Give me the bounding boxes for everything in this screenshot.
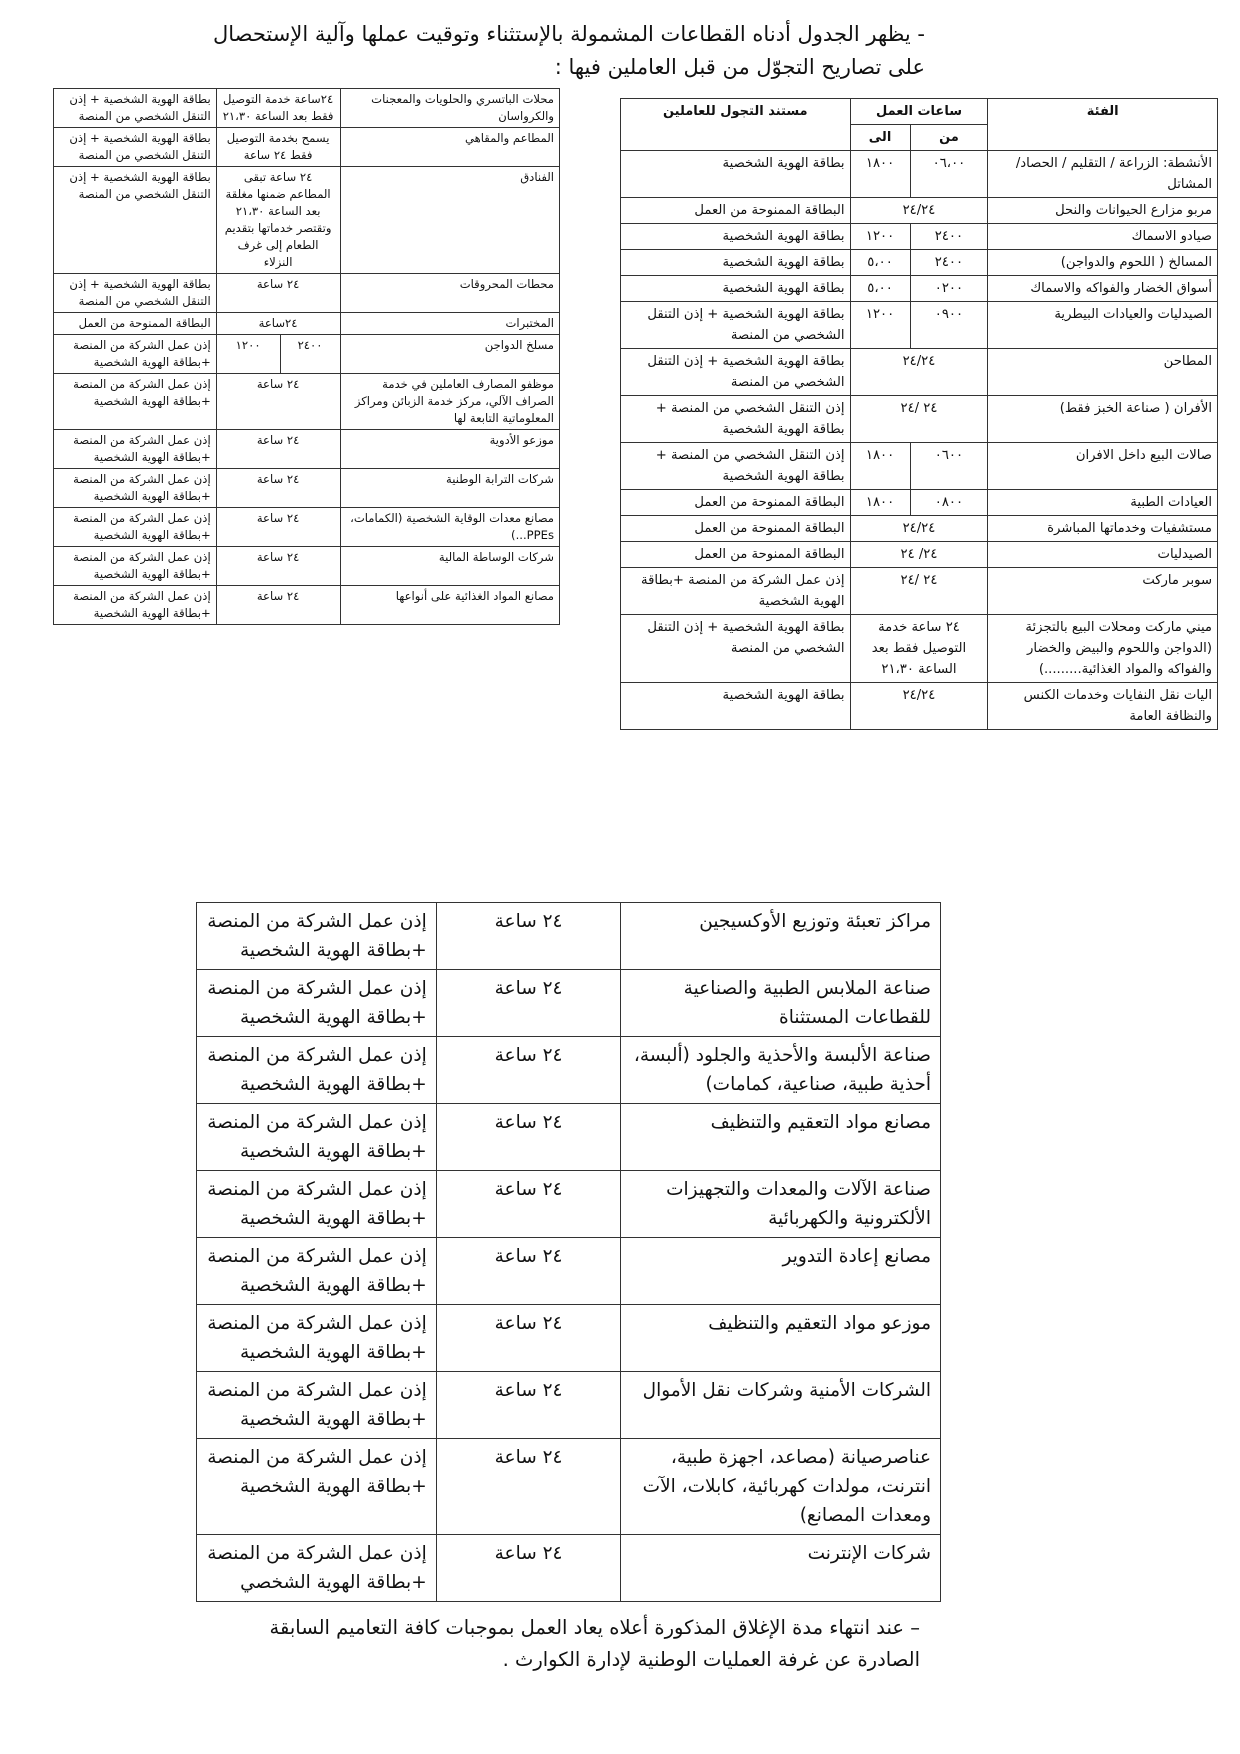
document-cell: إذن عمل الشركة من المنصة +بطاقة الهوية الشخصية <box>197 1104 437 1171</box>
to-cell: ١٨٠٠ <box>850 443 910 490</box>
document-cell: البطاقة الممنوحة من العمل <box>621 490 851 516</box>
to-cell: ١٨٠٠ <box>850 490 910 516</box>
table-row <box>621 542 1218 568</box>
table-row <box>197 1104 941 1171</box>
category-cell: الصيدليات والعيادات البيطرية <box>988 302 1218 349</box>
category-cell: مصانع معدات الوقاية الشخصية (الكمامات، PPEs...) <box>340 508 560 547</box>
category-cell: الفنادق <box>340 167 560 274</box>
document-cell: بطاقة الهوية الشخصية + إذن التنقل الشخصي من المنصة <box>54 167 217 274</box>
hours-cell: ٢٤ ساعة <box>436 1104 621 1171</box>
document-cell: إذن عمل الشركة من المنصة +بطاقة الهوية الشخصية <box>54 469 217 508</box>
document-cell: إذن عمل الشركة من المنصة +بطاقة الهوية الشخصية <box>54 430 217 469</box>
to-cell: ١٢٠٠ <box>216 335 280 374</box>
left-table <box>53 88 560 625</box>
category-cell: مستشفيات وخدماتها المباشرة <box>988 516 1218 542</box>
table-row <box>621 568 1218 615</box>
hours-cell: ٢٤ ساعة <box>216 547 340 586</box>
document-cell: إذن عمل الشركة من المنصة +بطاقة الهوية الشخصية <box>197 1372 437 1439</box>
table-row <box>621 490 1218 516</box>
hours-cell: ٢٤٠٠ <box>280 335 340 374</box>
hours-cell: ٢٤ ساعة <box>216 508 340 547</box>
hours-cell: ٢٤ ساعة <box>216 469 340 508</box>
category-cell: المطاعم والمقاهي <box>340 128 560 167</box>
document-cell: إذن عمل الشركة من المنصة +بطاقة الهوية الشخصية <box>54 508 217 547</box>
hours-cell: ٢٤/ ٢٤ <box>850 542 988 568</box>
table-row <box>54 274 560 313</box>
right-table <box>620 98 1218 730</box>
table-row <box>197 1535 941 1602</box>
hours-cell: ٢٤ ساعة <box>436 1037 621 1104</box>
category-cell: المسالخ ( اللحوم والدواجن) <box>988 250 1218 276</box>
document-cell: إذن عمل الشركة من المنصة +بطاقة الهوية الشخصية <box>197 1171 437 1238</box>
table-row <box>621 683 1218 730</box>
table-row <box>197 1171 941 1238</box>
category-cell: صناعة الآلات والمعدات والتجهيزات الألكترونية والكهربائية <box>621 1171 941 1238</box>
hours-cell: ٢٤ ساعة <box>436 1171 621 1238</box>
header-document: مستند التجول للعاملين <box>621 99 851 151</box>
document-cell: بطاقة الهوية الشخصية + إذن التنقل الشخصي من المنصة <box>621 349 851 396</box>
to-cell: ١٢٠٠ <box>850 302 910 349</box>
category-cell: محطات المحروقات <box>340 274 560 313</box>
table-row <box>197 903 941 970</box>
document-cell: بطاقة الهوية الشخصية <box>621 224 851 250</box>
category-cell: أسواق الخضار والفواكه والاسماك <box>988 276 1218 302</box>
hours-cell: ٢٤ ساعة <box>436 970 621 1037</box>
document-cell: إذن عمل الشركة من المنصة +بطاقة الهوية الشخصية <box>197 970 437 1037</box>
table-row <box>54 374 560 430</box>
document-cell: البطاقة الممنوحة من العمل <box>621 516 851 542</box>
hours-cell: ٢٤ ساعة <box>436 1238 621 1305</box>
table-row <box>621 198 1218 224</box>
category-cell: المختبرات <box>340 313 560 335</box>
hours-cell: ٢٤ ساعة <box>216 374 340 430</box>
category-cell: مراكز تعبئة وتوزيع الأوكسيجين <box>621 903 941 970</box>
document-cell: بطاقة الهوية الشخصية + إذن التنقل الشخصي من المنصة <box>54 128 217 167</box>
document-cell: إذن التنقل الشخصي من المنصة + بطاقة الهوية الشخصية <box>621 443 851 490</box>
to-cell: ٥،٠٠ <box>850 276 910 302</box>
category-cell: عناصرصيانة (مصاعد، اجهزة طبية، انترنت، مولدات كهربائية، كابلات، الآت ومعدات المصانع) <box>621 1439 941 1535</box>
document-cell: بطاقة الهوية الشخصية <box>621 276 851 302</box>
table-row <box>197 1238 941 1305</box>
document-cell: بطاقة الهوية الشخصية + إذن التنقل الشخصي من المنصة <box>621 615 851 683</box>
hours-cell: ٢٤ ساعة خدمة التوصيل فقط بعد الساعة ٢١،٣٠ <box>850 615 988 683</box>
table-row <box>54 547 560 586</box>
table-row <box>197 1372 941 1439</box>
intro-line-2: على تصاريح التجوّل من قبل العاملين فيها : <box>554 55 925 79</box>
category-cell: مسلخ الدواجن <box>340 335 560 374</box>
document-cell: إذن عمل الشركة من المنصة +بطاقة الهوية الشخصية <box>197 1439 437 1535</box>
table-row <box>54 89 560 128</box>
hours-cell: ٢٤/٢٤ <box>850 349 988 396</box>
to-cell: ١٨٠٠ <box>850 151 910 198</box>
category-cell: سوبر ماركت <box>988 568 1218 615</box>
from-cell: ٢٤٠٠ <box>910 250 988 276</box>
table-row <box>54 586 560 625</box>
document-cell: بطاقة الهوية الشخصية + إذن التنقل الشخصي من المنصة <box>54 274 217 313</box>
header-to: الى <box>850 125 910 151</box>
category-cell: اليات نقل النفايات وخدمات الكنس والنظافة العامة <box>988 683 1218 730</box>
table-row <box>621 224 1218 250</box>
category-cell: صناعة الألبسة والأحذية والجلود (ألبسة، أحذية طبية، صناعية، كمامات) <box>621 1037 941 1104</box>
document-cell: إذن عمل الشركة من المنصة +بطاقة الهوية الشخصية <box>621 568 851 615</box>
category-cell: ميني ماركت ومحلات البيع بالتجزئة (الدواجن واللحوم والبيض والخضار والفواكه والمواد الغذائية.........) <box>988 615 1218 683</box>
category-cell: صيادو الاسماك <box>988 224 1218 250</box>
table-row <box>197 1439 941 1535</box>
category-cell: المطاحن <box>988 349 1218 396</box>
hours-cell: ٢٤ ساعة <box>216 586 340 625</box>
table-row <box>621 443 1218 490</box>
closing-paragraph <box>180 1612 920 1676</box>
header-hours: ساعات العمل <box>850 99 988 125</box>
hours-cell: ٢٤ /٢٤ <box>850 396 988 443</box>
from-cell: ٠٩٠٠ <box>910 302 988 349</box>
hours-cell: ٢٤ ساعة <box>436 1535 621 1602</box>
category-cell: الأنشطة: الزراعة / التقليم / الحصاد/ المشاتل <box>988 151 1218 198</box>
document-cell: البطاقة الممنوحة من العمل <box>621 542 851 568</box>
document-cell: إذن عمل الشركة من المنصة +بطاقة الهوية الشخصية <box>54 374 217 430</box>
table-row <box>197 970 941 1037</box>
from-cell: ٢٤٠٠ <box>910 224 988 250</box>
category-cell: شركات الوساطة المالية <box>340 547 560 586</box>
table-row <box>54 430 560 469</box>
document-cell: البطاقة الممنوحة من العمل <box>621 198 851 224</box>
category-cell: الأفران ( صناعة الخبز فقط) <box>988 396 1218 443</box>
table-row <box>54 508 560 547</box>
document-cell: بطاقة الهوية الشخصية + إذن التنقل الشخصي من المنصة <box>621 302 851 349</box>
intro-line-1: - يظهر الجدول أدناه القطاعات المشمولة بالإستثناء وتوقيت عملها وآلية الإستحصال <box>212 22 925 46</box>
category-cell: موظفو المصارف العاملين في خدمة الصراف الآلي، مركز خدمة الزبائن ومراكز المعلوماتية التابعة لها <box>340 374 560 430</box>
document-cell: بطاقة الهوية الشخصية <box>621 683 851 730</box>
hours-cell: ٢٤ /٢٤ <box>850 568 988 615</box>
hours-cell: ٢٤ ساعة <box>216 274 340 313</box>
hours-cell: ٢٤ ساعة <box>436 1439 621 1535</box>
document-cell: إذن عمل الشركة من المنصة +بطاقة الهوية الشخصية <box>197 903 437 970</box>
category-cell: شركات الترابة الوطنية <box>340 469 560 508</box>
category-cell: محلات الباتسري والحلويات والمعجنات والكرواسان <box>340 89 560 128</box>
table-row <box>621 250 1218 276</box>
hours-cell: ٢٤/٢٤ <box>850 198 988 224</box>
hours-cell: يسمح بخدمة التوصيل فقط ٢٤ ساعة <box>216 128 340 167</box>
header-category: الفئة <box>988 99 1218 151</box>
table-row <box>54 313 560 335</box>
document-cell: إذن عمل الشركة من المنصة +بطاقة الهوية الشخصي <box>197 1535 437 1602</box>
hours-cell: ٢٤ ساعة <box>436 903 621 970</box>
intro-paragraph <box>180 18 925 84</box>
document-cell: بطاقة الهوية الشخصية <box>621 151 851 198</box>
from-cell: ٠٨٠٠ <box>910 490 988 516</box>
document-cell: إذن عمل الشركة من المنصة +بطاقة الهوية الشخصية <box>197 1305 437 1372</box>
table-row <box>197 1037 941 1104</box>
category-cell: الشركات الأمنية وشركات نقل الأموال <box>621 1372 941 1439</box>
hours-cell: ٢٤ ساعة <box>436 1372 621 1439</box>
table-row <box>621 151 1218 198</box>
document-cell: إذن عمل الشركة من المنصة +بطاقة الهوية الشخصية <box>54 335 217 374</box>
table-row <box>621 276 1218 302</box>
table-row <box>54 128 560 167</box>
document-cell: إذن التنقل الشخصي من المنصة + بطاقة الهوية الشخصية <box>621 396 851 443</box>
from-cell: ٠٦٠٠ <box>910 443 988 490</box>
document-cell: بطاقة الهوية الشخصية <box>621 250 851 276</box>
table-row <box>54 167 560 274</box>
category-cell: الصيدليات <box>988 542 1218 568</box>
category-cell: موزعو الأدوية <box>340 430 560 469</box>
category-cell: العيادات الطبية <box>988 490 1218 516</box>
category-cell: موزعو مواد التعقيم والتنظيف <box>621 1305 941 1372</box>
table-row <box>197 1305 941 1372</box>
table-row <box>621 516 1218 542</box>
to-cell: ٥،٠٠ <box>850 250 910 276</box>
hours-cell: ٢٤ ساعة <box>216 430 340 469</box>
category-cell: صناعة الملابس الطبية والصناعية للقطاعات المستثناة <box>621 970 941 1037</box>
document-cell: إذن عمل الشركة من المنصة +بطاقة الهوية الشخصية <box>197 1238 437 1305</box>
table-row <box>621 396 1218 443</box>
hours-cell: ٢٤ساعة <box>216 313 340 335</box>
header-from: من <box>910 125 988 151</box>
document-cell: إذن عمل الشركة من المنصة +بطاقة الهوية الشخصية <box>54 586 217 625</box>
category-cell: شركات الإنترنت <box>621 1535 941 1602</box>
hours-cell: ٢٤/٢٤ <box>850 516 988 542</box>
closing-line-1: – عند انتهاء مدة الإغلاق المذكورة أعلاه يعاد العمل بموجبات كافة التعاميم السابقة <box>269 1616 920 1639</box>
table-row <box>621 349 1218 396</box>
category-cell: صالات البيع داخل الافران <box>988 443 1218 490</box>
to-cell: ١٢٠٠ <box>850 224 910 250</box>
table-row <box>621 302 1218 349</box>
hours-cell: ٢٤/٢٤ <box>850 683 988 730</box>
hours-cell: ٢٤ساعة خدمة التوصيل فقط بعد الساعة ٢١،٣٠ <box>216 89 340 128</box>
category-cell: مصانع المواد الغذائية على أنواعها <box>340 586 560 625</box>
closing-line-2: الصادرة عن غرفة العمليات الوطنية لإدارة الكوارث . <box>502 1648 920 1671</box>
from-cell: ٠٢٠٠ <box>910 276 988 302</box>
document-cell: إذن عمل الشركة من المنصة +بطاقة الهوية الشخصية <box>197 1037 437 1104</box>
document-cell: إذن عمل الشركة من المنصة +بطاقة الهوية الشخصية <box>54 547 217 586</box>
category-cell: مربو مزارع الحيوانات والنحل <box>988 198 1218 224</box>
category-cell: مصانع إعادة التدوير <box>621 1238 941 1305</box>
category-cell: مصانع مواد التعقيم والتنظيف <box>621 1104 941 1171</box>
hours-cell: ٢٤ ساعة تبقى المطاعم ضمنها مغلقة بعد الساعة ٢١،٣٠ وتقتصر خدماتها بتقديم الطعام إلى غرف النزلاء <box>216 167 340 274</box>
bottom-table <box>196 902 941 1602</box>
table-row <box>54 469 560 508</box>
table-row <box>54 335 560 374</box>
document-cell: بطاقة الهوية الشخصية + إذن التنقل الشخصي من المنصة <box>54 89 217 128</box>
hours-cell: ٢٤ ساعة <box>436 1305 621 1372</box>
table-row <box>621 615 1218 683</box>
from-cell: ٠٦،٠٠ <box>910 151 988 198</box>
document-cell: البطاقة الممنوحة من العمل <box>54 313 217 335</box>
